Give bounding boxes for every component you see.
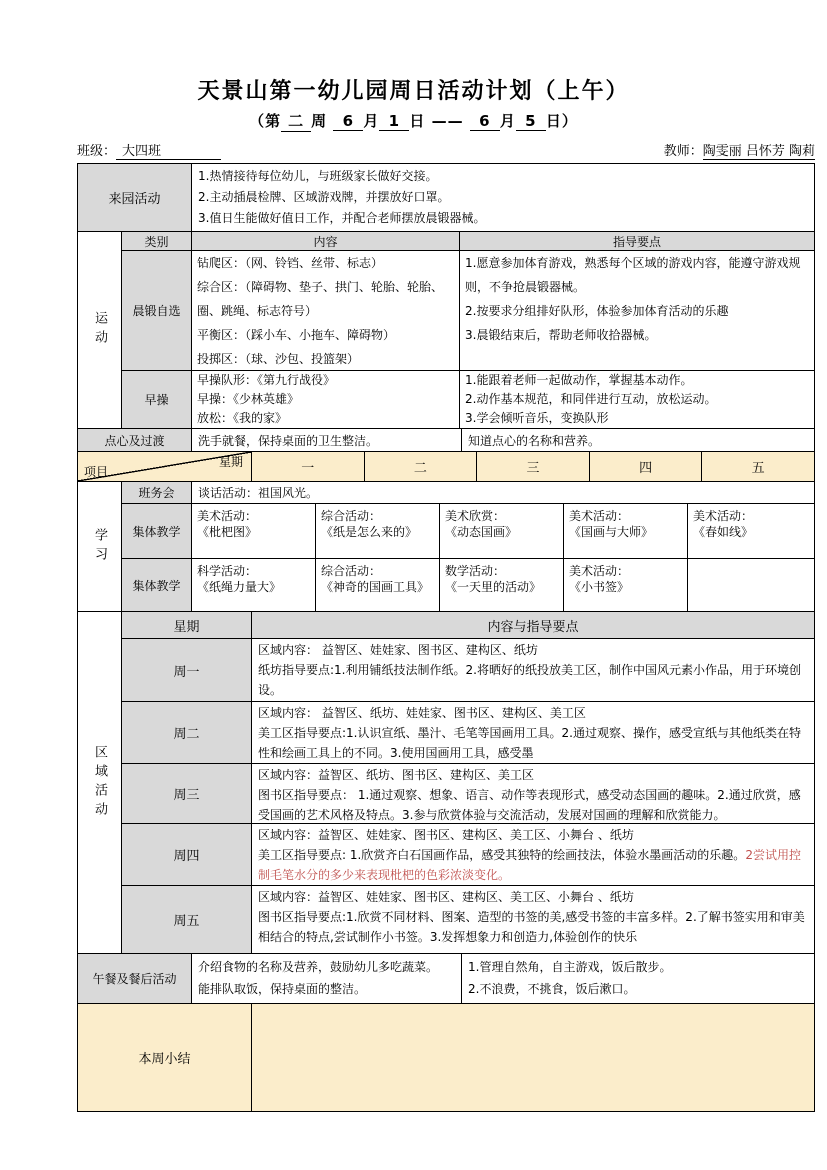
region-tuesday-areas: 区域内容： 益智区、纸坊、娃娃家、图书区、建构区、美工区	[258, 706, 586, 720]
teaching2-mon: 科学活动： 《纸绳力量大》	[192, 559, 316, 611]
region-row-thursday	[122, 824, 814, 886]
class-meeting-content: 谈话活动：祖国风光。	[198, 486, 319, 500]
summary-content	[252, 1004, 814, 1111]
region-thursday-points-black: 美工区指导要点: 1.欣赏齐白石国画作品，感受其独特的绘画技法，体验水墨画活动的乐趣。	[258, 848, 746, 862]
region-day-thursday: 周四	[122, 824, 252, 885]
teaching2-category: 集体教学	[122, 559, 192, 611]
morning-category: 晨锻自选	[122, 251, 192, 370]
row-week-header	[78, 452, 814, 482]
sport-body	[122, 232, 814, 428]
day-header-wed: 三	[477, 452, 590, 481]
region-friday-points: 图书区指导要点:1.欣赏不同材料、图案、造型的书签的美,感受书签的丰富多样。2.了解书签实用和审美相结合的特点,尝试制作小书签。3.发挥想象力和创造力,体验创作的快乐	[258, 910, 805, 944]
region-row-friday	[122, 886, 814, 953]
region-tuesday-points: 美工区指导要点:1.认识宣纸、墨汁、毛笔等国画用工具。2.通过观察、操作，感受宣纸与其他纸类在特性和绘画工具上的不同。3.使用国画用工具，感受墨	[258, 726, 801, 760]
region-body	[122, 612, 814, 953]
region-day-tuesday: 周二	[122, 702, 252, 763]
subtitle-seg3: 月	[363, 112, 380, 130]
snack-points: 知道点心的名称和营养。	[468, 433, 601, 448]
subtitle-seg1: （第	[249, 112, 282, 130]
study-section-label: 学习	[78, 482, 122, 611]
teaching2-wed: 数学活动： 《一天里的活动》	[440, 559, 564, 611]
subtitle-seg6: 日）	[545, 112, 578, 130]
exercise-content: 早操队形：《第九行战役》 早操：《少林英雄》 放松：《我的家》	[192, 371, 460, 428]
region-thursday-points-red: 2尝试用控制毛笔水分的多少来表现枇杷的色彩浓淡变化。	[258, 848, 801, 882]
study-row-class-meeting	[122, 482, 814, 504]
subtitle-seg4: 日	[409, 112, 426, 130]
teaching1-fri: 美术活动： 《春如线》	[693, 509, 754, 539]
row-summary	[78, 1004, 814, 1111]
teaching2-tue: 综合活动： 《神奇的国画工具》	[316, 559, 440, 611]
region-wednesday-areas: 区域内容：益智区、纸坊、图书区、建构区、美工区	[258, 768, 535, 782]
region-row-tuesday	[122, 702, 814, 764]
row-snack	[78, 429, 814, 452]
teaching2-thu: 美术活动： 《小书签》	[564, 559, 688, 611]
exercise-category: 早操	[122, 371, 192, 428]
region-friday-areas: 区域内容：益智区、娃娃家、图书区、建构区、美工区、小舞台 、纸坊	[258, 890, 634, 904]
teaching1-mon: 美术活动： 《枇杷图》	[192, 504, 316, 558]
class-field	[77, 140, 221, 160]
subtitle-dash: ——	[431, 112, 464, 130]
region-day-monday: 周一	[122, 639, 252, 701]
page-title: 天景山第一幼儿园周日活动计划（上午）	[197, 79, 630, 104]
arrival-label: 来园活动	[78, 164, 192, 231]
sport-row-morning	[122, 251, 814, 371]
subtitle-seg2: 周	[311, 112, 328, 130]
arrival-content: 1.热情接待每位幼儿，与班级家长做好交接。 2.主动插晨检牌、区域游戏牌，并摆放好口罩。 3.值日生能做好值日工作，并配合老师摆放晨锻器械。	[198, 169, 486, 225]
region-monday-areas: 区域内容： 益智区、娃娃家、图书区、建构区、纸坊	[258, 643, 538, 657]
region-day-wednesday: 周三	[122, 764, 252, 823]
sport-header-row	[122, 232, 814, 251]
sport-row-exercise	[122, 371, 814, 428]
region-row-monday	[122, 639, 814, 702]
subtitle	[0, 110, 827, 132]
teaching2-fri	[688, 559, 814, 611]
lunch-label: 午餐及餐后活动	[78, 954, 192, 1003]
teacher-value: 陶雯丽 吕怀芳 陶莉	[703, 140, 815, 160]
region-header-content: 内容与指导要点	[252, 612, 814, 638]
study-body	[122, 482, 814, 611]
region-section-label: 区域活动	[78, 612, 122, 953]
region-content-thursday	[252, 824, 814, 885]
region-monday-points: 纸坊指导要点:1.利用铺纸技法制作纸。2.将晒好的纸投放美工区，制作中国风元素小作品，用于环境创设。	[258, 663, 801, 697]
class-value: 大四班	[116, 140, 221, 160]
section-sport	[78, 232, 814, 429]
sport-header-content: 内容	[192, 232, 460, 250]
teaching1-thu: 美术活动： 《国画与大师》	[564, 504, 688, 558]
region-thursday-points	[258, 845, 808, 885]
region-header-row	[122, 612, 814, 639]
region-content-tuesday	[252, 702, 814, 763]
study-row-teaching1	[122, 504, 814, 559]
morning-content: 钻爬区：（网、铃铛、丝带、标志） 综合区：（障碍物、垫子、拱门、轮胎、轮胎、圈、跳绳、标志符号） 平衡区：（踩小车、小拖车、障碍物） 投掷区：（球、沙包、投篮架）	[192, 251, 460, 370]
lunch-points: 1.管理自然角，自主游戏，饭后散步。 2.不浪费，不挑食，饭后漱口。	[468, 960, 672, 996]
summary-label: 本周小结	[78, 1004, 252, 1111]
week-number-blank: 二	[281, 110, 311, 132]
sport-header-points: 指导要点	[460, 232, 814, 250]
teacher-field	[664, 140, 815, 160]
start-month-blank: 6	[333, 112, 363, 131]
teaching1-tue: 综合活动： 《纸是怎么来的》	[316, 504, 440, 558]
lunch-content: 介绍食物的名称及营养，鼓励幼儿多吃蔬菜。 能排队取饭，保持桌面的整洁。	[192, 954, 462, 1003]
day-header-tue: 二	[365, 452, 478, 481]
day-header-thu: 四	[590, 452, 703, 481]
sport-section-label: 运动	[78, 232, 122, 428]
corner-cell	[78, 452, 252, 481]
end-day-blank: 5	[516, 112, 546, 131]
region-content-wednesday	[252, 764, 814, 823]
start-day-blank: 1	[379, 112, 409, 131]
row-lunch	[78, 954, 814, 1004]
snack-content: 洗手就餐，保持桌面的卫生整洁。	[192, 429, 462, 451]
snack-label: 点心及过渡	[78, 429, 192, 451]
region-thursday-areas: 区域内容：益智区、娃娃家、图书区、建构区、美工区、小舞台 、纸坊	[258, 828, 634, 842]
region-content-friday	[252, 886, 814, 953]
corner-week-label: 星期	[218, 455, 243, 469]
teaching1-wed: 美术欣赏： 《动态国画》	[440, 504, 564, 558]
info-row	[77, 140, 815, 160]
region-day-friday: 周五	[122, 886, 252, 953]
class-meeting-category: 班务会	[122, 482, 192, 503]
sport-header-category: 类别	[122, 232, 192, 250]
day-header-mon: 一	[252, 452, 365, 481]
row-arrival	[78, 164, 814, 232]
weekly-plan-table	[77, 163, 815, 1112]
section-study	[78, 482, 814, 612]
section-region	[78, 612, 814, 954]
subtitle-seg5: 月	[499, 112, 516, 130]
end-month-blank: 6	[470, 112, 500, 131]
region-content-monday	[252, 639, 814, 701]
teacher-label: 教师：	[663, 144, 703, 159]
exercise-points: 1.能跟着老师一起做动作，掌握基本动作。 2.动作基本规范，和同伴进行互动，放松运动。 3.学会倾听音乐，变换队形	[465, 373, 717, 425]
region-wednesday-points: 图书区指导要点： 1.通过观察、想象、语言、动作等表现形式，感受动态国画的趣味。2.通过欣赏，感受国画的艺术风格及特点。3.参与欣赏体验与交流活动，发展对国画的理解和欣赏能力。	[258, 788, 801, 822]
study-row-teaching2	[122, 559, 814, 611]
teaching1-category: 集体教学	[122, 504, 192, 558]
morning-points: 1.愿意参加体育游戏，熟悉每个区域的游戏内容，能遵守游戏规则，不争抢晨锻器械。 2.按要求分组排好队形，体验参加体育活动的乐趣 3.晨锻结束后，帮助老师收拾器械。	[465, 256, 801, 342]
corner-item-label: 项目	[84, 465, 109, 479]
day-header-fri: 五	[702, 452, 814, 481]
region-header-day: 星期	[122, 612, 252, 638]
class-label: 班级：	[77, 144, 117, 159]
region-row-wednesday	[122, 764, 814, 824]
